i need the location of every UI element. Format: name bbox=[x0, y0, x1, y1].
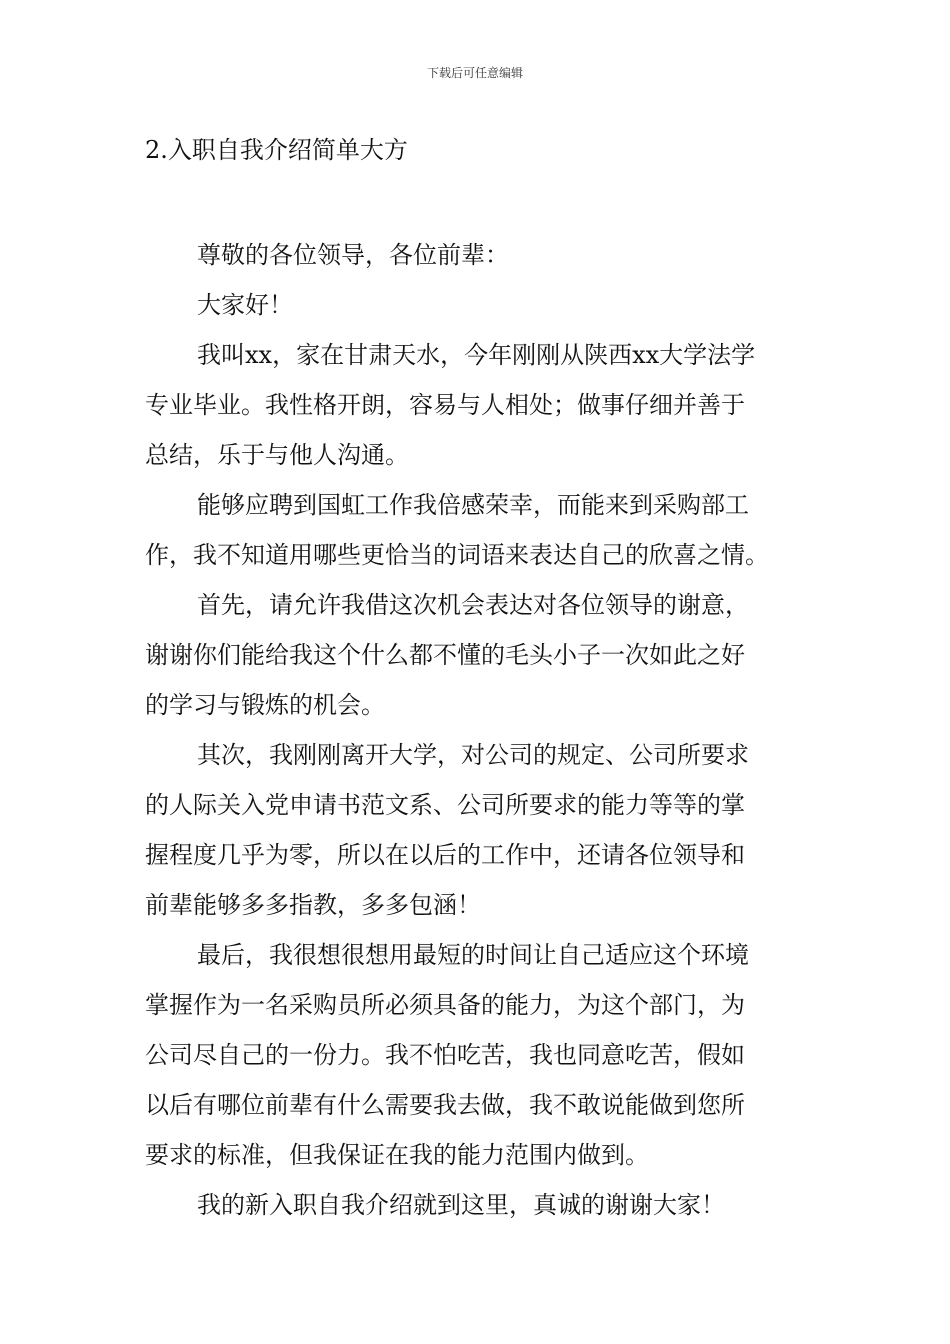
paragraph-line: 专业毕业。我性格开朗，容易与人相处；做事仔细并善于 bbox=[145, 391, 745, 419]
paragraph-line: 公司尽自己的一份力。我不怕吃苦，我也同意吃苦，假如 bbox=[145, 1041, 745, 1069]
greeting-line: 大家好！ bbox=[197, 291, 293, 319]
paragraph-line: 的人际关入党申请书范文系、公司所要求的能力等等的掌 bbox=[145, 791, 745, 819]
paragraph-line: 能够应聘到国虹工作我倍感荣幸，而能来到采购部工 bbox=[197, 491, 749, 519]
document-heading: 2.入职自我介绍简单大方 bbox=[145, 136, 408, 164]
paragraph-line: 作，我不知道用哪些更恰当的词语来表达自己的欣喜之情。 bbox=[145, 541, 769, 569]
paragraph-line: 总结，乐于与他人沟通。 bbox=[145, 441, 409, 469]
paragraph-line: 掌握作为一名采购员所必须具备的能力，为这个部门，为 bbox=[145, 991, 745, 1019]
document-body bbox=[145, 230, 807, 1230]
paragraph-line: 以后有哪位前辈有什么需要我去做，我不敢说能做到您所 bbox=[145, 1091, 745, 1119]
header-note: 下载后可任意编辑 bbox=[426, 66, 523, 80]
paragraph-line: 最后，我很想很想用最短的时间让自己适应这个环境 bbox=[197, 941, 749, 969]
paragraph-line: 首先，请允许我借这次机会表达对各位领导的谢意， bbox=[197, 591, 749, 619]
closing-line: 我的新入职自我介绍就到这里，真诚的谢谢大家！ bbox=[197, 1191, 725, 1219]
paragraph-line: 谢谢你们能给我这个什么都不懂的毛头小子一次如此之好 bbox=[145, 641, 745, 669]
paragraph-line: 前辈能够多多指教，多多包涵！ bbox=[145, 891, 481, 919]
salutation-line: 尊敬的各位领导，各位前辈： bbox=[197, 241, 509, 269]
paragraph-line: 其次，我刚刚离开大学，对公司的规定、公司所要求 bbox=[197, 741, 749, 769]
paragraph-line: 的学习与锻炼的机会。 bbox=[145, 691, 385, 719]
paragraph-line: 我叫xx，家在甘肃天水，今年刚刚从陕西xx大学法学 bbox=[197, 341, 756, 369]
paragraph-line: 握程度几乎为零，所以在以后的工作中，还请各位领导和 bbox=[145, 841, 745, 869]
paragraph-line: 要求的标准，但我保证在我的能力范围内做到。 bbox=[145, 1141, 649, 1169]
